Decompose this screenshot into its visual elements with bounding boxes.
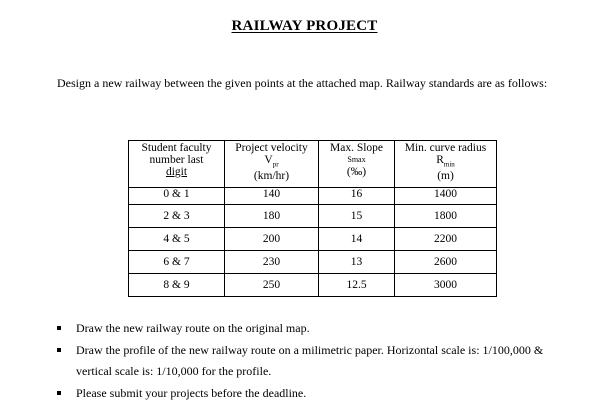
table-cell: 12.5 [319,274,395,297]
table-cell: 140 [225,188,319,205]
table-cell: 1800 [395,205,497,228]
table-cell: 15 [319,205,395,228]
table-row [129,274,497,297]
header-unit: (km/hr) [253,170,290,183]
intro-paragraph: Design a new railway between the given points at the attached map. Railway standards are as follows: [57,76,548,90]
table-header-row [129,141,497,188]
table-cell: 1400 [395,188,497,205]
symbol-letter: R [436,154,444,166]
table-cell: 2600 [395,251,497,274]
list-item-text: Draw the new railway route on the original map. [76,321,310,335]
table-cell: 0 & 1 [129,188,225,205]
bullet-icon [57,348,61,352]
table-cell: 2 & 3 [129,205,225,228]
symbol-subscript: pr [272,160,279,169]
table-row [129,228,497,251]
bullet-icon [57,326,61,330]
header-line: digit [165,166,188,178]
table-row [129,188,497,205]
header-faculty-digit [129,141,225,188]
instruction-list [57,318,577,404]
table-row [129,205,497,228]
table-cell: 230 [225,251,319,274]
header-line: Project velocity [235,142,308,154]
symbol-subscript: min [443,160,455,169]
table-cell: 3000 [395,274,497,297]
header-symbol: Smax [347,155,366,164]
table-row [129,251,497,274]
list-item [57,383,577,405]
table-cell: 4 & 5 [129,228,225,251]
header-project-velocity [225,141,319,188]
list-item [57,340,577,383]
list-item-text: Draw the profile of the new railway route on a milimetric paper. Horizontal scale is: 1/100,000 & vertical scale is: 1/10,000 for the profile. [76,342,544,378]
list-item [57,318,577,340]
header-min-curve-radius [395,141,497,188]
title-text: RAILWAY PROJECT [231,18,378,34]
table-cell: 250 [225,274,319,297]
header-max-slope [319,141,395,188]
header-unit: (m) [437,170,454,183]
table-cell: 200 [225,228,319,251]
table-cell: 8 & 9 [129,274,225,297]
header-line: Student faculty [141,142,212,154]
header-line: Min. curve radius [404,142,487,154]
table-cell: 13 [319,251,395,274]
symbol-letter: V [264,154,273,166]
page-title [0,18,609,35]
table-cell: 16 [319,188,395,205]
bullet-icon [57,391,61,395]
table-cell: 14 [319,228,395,251]
table-cell: 2200 [395,228,497,251]
list-item-text: Please submit your projects before the deadline. [76,385,307,400]
header-line: Max. Slope [329,142,384,154]
header-symbol [227,154,316,170]
header-unit: (‰) [346,166,367,178]
table-cell: 180 [225,205,319,228]
standards-table [128,140,497,297]
header-line: number last [149,154,204,166]
header-symbol [397,154,494,170]
table-cell: 6 & 7 [129,251,225,274]
